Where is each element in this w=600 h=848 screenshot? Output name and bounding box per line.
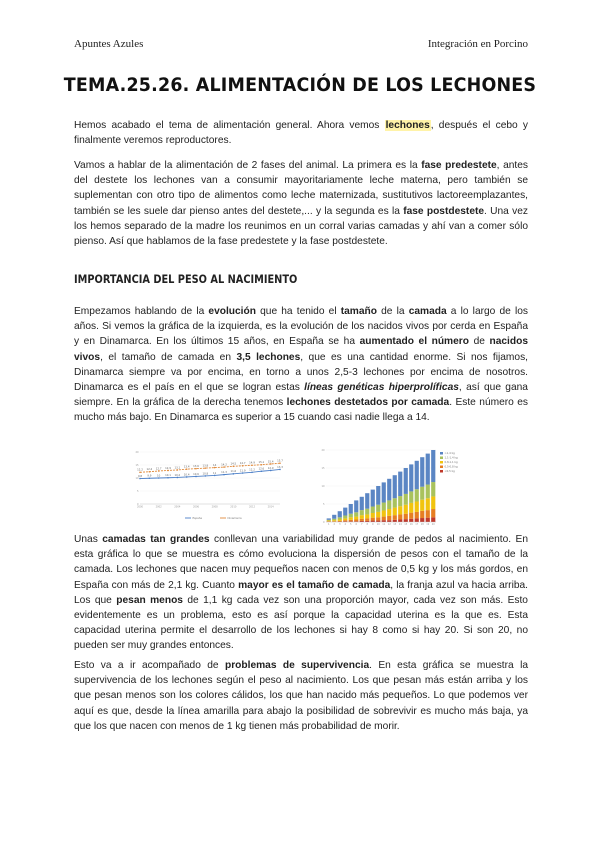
header-right-text: Integración en Porcino	[427, 38, 528, 50]
text-run: , después el cebo y finalmente veremos reproductores.	[74, 120, 528, 147]
chart-destetados	[318, 446, 468, 528]
x-tick-label: 14	[398, 523, 402, 527]
data-point	[177, 469, 179, 471]
y-tick-label: 20	[135, 450, 139, 454]
bold-term: aumentado el número	[359, 336, 469, 348]
data-point	[223, 474, 225, 476]
x-tick-label: 15	[404, 523, 408, 527]
x-tick-label: 19	[426, 523, 430, 527]
bar-segment	[420, 511, 424, 518]
legend-label: 0,5-0,8 kg	[444, 465, 458, 469]
data-point	[270, 463, 272, 465]
bar-segment	[431, 496, 435, 509]
bar-segment	[398, 496, 402, 506]
bar-segment	[382, 503, 386, 511]
x-tick-label: 2002	[155, 505, 162, 509]
legend-label: >1,4 kg	[444, 452, 455, 455]
data-label: 15.7	[277, 459, 283, 463]
data-point	[214, 467, 216, 469]
x-tick-label: 20	[431, 523, 435, 527]
data-label: 14.7	[239, 462, 246, 466]
legend-swatch	[440, 470, 443, 473]
data-point	[158, 477, 160, 479]
bar-segment	[393, 520, 397, 522]
x-tick-label: 16	[409, 523, 413, 527]
x-tick-label: 12	[387, 523, 391, 527]
text-run: Empezamos hablando de la	[74, 306, 209, 317]
bar-segment	[409, 503, 413, 513]
data-point	[186, 476, 188, 478]
data-label: 11.9	[239, 469, 246, 473]
data-label: 10.6	[193, 472, 199, 476]
bold-term: mayor es el tamaño de camada	[238, 579, 391, 591]
bar-segment	[338, 521, 342, 522]
x-tick-label: 8	[366, 523, 369, 527]
bar-segment	[365, 509, 369, 515]
data-point	[139, 471, 141, 473]
bar-segment	[376, 486, 380, 505]
bar-segment	[332, 515, 336, 519]
x-tick-label: 2004	[174, 505, 181, 509]
data-label: 13.6	[193, 465, 199, 469]
bar-segment	[365, 518, 369, 521]
data-point	[139, 478, 141, 480]
bar-segment	[354, 517, 358, 520]
bar-segment	[431, 482, 435, 496]
data-label: 12.6	[258, 467, 265, 471]
text-run: , así que gana siempre. En la gráfica de la derecha tenemos	[74, 382, 528, 409]
bar-segment	[338, 519, 342, 520]
data-label: 12.7	[155, 467, 162, 471]
bar-segment	[354, 512, 358, 516]
bar-segment	[371, 521, 375, 522]
bar-segment	[415, 512, 419, 518]
data-label: 10	[157, 474, 161, 478]
bar-segment	[404, 514, 408, 519]
bar-segment	[387, 500, 391, 509]
page-title: TEMA.25.26. ALIMENTACIÓN DE LOS LECHONES	[63, 74, 537, 96]
bold-term: camadas tan grandes	[102, 534, 210, 545]
data-point	[195, 468, 197, 470]
bar-segment	[398, 506, 402, 514]
bar-segment	[398, 519, 402, 522]
data-point	[251, 471, 253, 473]
bar-segment	[431, 517, 435, 522]
legend-swatch	[440, 461, 443, 464]
text-run: de	[468, 336, 490, 348]
x-tick-label: 2	[333, 523, 336, 527]
bold-term: lechones destetados por camada	[286, 397, 450, 409]
data-point	[261, 464, 263, 466]
bold-term: nacidos vivos	[74, 336, 528, 363]
y-tick-label: 0	[136, 502, 139, 506]
text-run: . Una vez los hemos separado de la madre los reunimos en un corral varias camadas y ahí van a comer sólo pienso. Así que hablamos de la fase predestete y la fase postdestete.	[74, 205, 528, 248]
bar-segment	[338, 511, 342, 517]
bold-term: tamaño	[340, 306, 377, 317]
data-label: 12.2	[137, 468, 143, 472]
y-tick-label: 15	[321, 466, 325, 470]
bar-segment	[365, 514, 369, 518]
data-label: 13.3	[277, 465, 283, 469]
bar-segment	[360, 497, 364, 510]
data-point	[149, 471, 151, 473]
text-run: de la	[376, 306, 409, 317]
x-tick-label: 9	[371, 523, 374, 527]
x-tick-label: 7	[360, 523, 363, 527]
x-tick-label: 2012	[248, 505, 256, 509]
highlight-lechones	[385, 120, 431, 131]
bar-segment	[387, 479, 391, 501]
x-tick-label: 18	[420, 523, 424, 527]
data-point	[167, 470, 169, 472]
bar-segment	[338, 517, 342, 519]
legend-label: Dinamarca	[227, 517, 242, 520]
legend-swatch	[440, 457, 443, 460]
data-label: 15.1	[258, 461, 265, 465]
text-run: Unas	[74, 534, 103, 545]
bold-term: evolución	[208, 306, 256, 317]
bar-segment	[409, 513, 413, 519]
text-run: . En esta gráfica se muestra la supervivencia de los lechones según el peso al nacimiento. Los que pesan más están arriba y los que pesan menos son los colores cálidos, los que han nacido más pequeños. Lo que podemos ver aquí es que, desde la línea amarilla para abajo la posibilidad de sobrevivir es mucho más baja, ya que los que nacen con menos de 1 kg tienen más probabilidad de morir.	[74, 660, 528, 732]
data-point	[158, 470, 160, 472]
y-tick-label: 20	[321, 448, 325, 452]
bar-segment	[409, 464, 413, 491]
data-label: 12.4	[146, 468, 153, 472]
data-label: 12.9	[267, 466, 274, 470]
text-run: que ha tenido el	[255, 306, 341, 317]
charts-row	[130, 446, 470, 528]
bar-segment	[415, 518, 419, 522]
text-run: Hemos acabado el tema de alimentación general. Ahora vemos	[74, 120, 385, 131]
text-run: Vamos a hablar de la alimentación de 2 fases del animal. La primera es la	[74, 160, 422, 171]
data-label: 10.1	[165, 474, 171, 478]
bar-segment	[415, 501, 419, 511]
bar-segment	[376, 512, 380, 517]
legend-label: España	[192, 517, 202, 520]
bar-segment	[420, 500, 424, 511]
data-label: 9.9	[147, 474, 152, 478]
paragraph-camadas	[74, 532, 528, 654]
y-tick-label: 0	[322, 520, 325, 524]
legend-swatch	[440, 452, 443, 455]
paragraph-intro	[74, 118, 528, 148]
bold-term: fase postdestete	[403, 205, 485, 217]
data-point	[214, 475, 216, 477]
bar-segment	[371, 513, 375, 518]
bar-segment	[387, 509, 391, 516]
data-label: 11	[213, 471, 217, 475]
bar-segment	[398, 514, 402, 519]
data-point	[149, 477, 151, 479]
bold-italic-term: líneas genéticas hiperprolíficas	[304, 382, 459, 394]
data-label: 12.9	[165, 466, 171, 470]
bar-segment	[404, 468, 408, 494]
legend-label: <0,5 kg	[444, 470, 455, 473]
x-tick-label: 17	[415, 523, 419, 527]
data-point	[279, 462, 281, 464]
text-run: , el tamaño de camada en	[100, 351, 237, 363]
legend-swatch	[440, 466, 443, 469]
bar-segment	[420, 518, 424, 522]
x-tick-label: 2006	[192, 505, 200, 509]
text-run: . Este número es mucho más bajo. En Dinamarca es superior a 15 cuando casi nadie llega a 14.	[74, 397, 529, 424]
bar-segment	[431, 450, 435, 482]
bold-term: lechones	[385, 120, 430, 131]
x-tick-label: 2008	[211, 505, 218, 509]
bar-segment	[387, 516, 391, 520]
bar-segment	[360, 519, 364, 521]
bar-segment	[327, 521, 331, 522]
data-point	[205, 467, 207, 469]
bar-segment	[393, 475, 397, 498]
data-point	[177, 477, 179, 479]
bar-segment	[349, 520, 353, 521]
bar-segment	[409, 491, 413, 503]
bar-segment	[398, 472, 402, 496]
bar-segment	[426, 498, 430, 510]
y-tick-label: 10	[135, 476, 139, 480]
bar-segment	[354, 500, 358, 512]
text-run: a lo largo de los años. Si vemos la gráfica de la izquierda, es la evolución de los nacidos vivos por cerda en España y en Dinamarca. En los últimos 15 años, en España se ha	[74, 306, 528, 348]
data-label: 12.2	[249, 468, 255, 472]
header-left-text: Apuntes Azules	[74, 38, 144, 50]
x-tick-label: 11	[382, 523, 386, 527]
bar-segment	[349, 517, 353, 520]
bar-segment	[382, 520, 386, 522]
bar-segment	[349, 504, 353, 514]
bar-segment	[426, 518, 430, 522]
x-tick-label: 6	[355, 523, 358, 527]
bar-segment	[349, 514, 353, 518]
bar-segment	[360, 515, 364, 519]
bar-segment	[393, 508, 397, 516]
x-tick-label: 5	[349, 523, 352, 527]
paragraph-supervivencia	[74, 658, 528, 734]
bar-segment	[371, 507, 375, 513]
text-run: , la franja azul va hacia arriba. Los que	[74, 579, 528, 606]
data-point	[195, 476, 197, 478]
data-point	[233, 466, 235, 468]
bar-segment	[420, 457, 424, 487]
x-tick-label: 3	[338, 523, 341, 527]
section-heading: IMPORTANCIA DEL PESO AL NACIMIENTO	[74, 272, 298, 286]
data-label: 14.5	[230, 462, 237, 466]
data-point	[251, 464, 253, 466]
text-run: conllevan una variabilidad muy grande de pedos al nacimiento. En esta gráfica lo que se muestra es cómo evoluciona la dispersión de pesos con el tamaño de la camada. Los lechones que nacen muy pequeños nacen con menos de 0,5 kg y los más gordos, en España con más de 2,1 kg. Cuanto	[74, 534, 529, 591]
data-label: 14.9	[249, 461, 255, 465]
data-point	[261, 470, 263, 472]
x-tick-label: 1	[327, 523, 330, 527]
text-run: , antes del destete los lechones van a consumir mayoritariamente leche materna, pero también se suplementan con otro tipo de alimentos como leche maternizada, sustitutivos lactoreemplazantes, también se les suele dar pienso antes del destete,... y la segunda es la	[74, 160, 528, 217]
legend-label: 1,1-1,4 kg	[444, 456, 458, 460]
data-point	[205, 475, 207, 477]
data-label: 15.4	[267, 460, 274, 464]
bar-segment	[354, 519, 358, 521]
bar-segment	[343, 520, 347, 521]
bar-segment	[409, 519, 413, 522]
bar-segment	[343, 516, 347, 519]
legend-label: 0,8-1,1 kg	[444, 461, 458, 464]
chart-nacidos-vivos	[130, 446, 290, 528]
bar-segment	[365, 493, 369, 508]
data-label: 14.2	[221, 463, 227, 467]
text-run: de 1,1 kg cada vez son una proporción mayor, cada vez son más. Esto evidentemente es un problema, esto es así porque la capacidad uterina es la que es. Esta capacidad uterina permite el desarrollo de los lechones si hay 8 como si hay 20. Si son 20, no pueden ser muy grandes entonces.	[74, 594, 528, 652]
bold-term: fase predestete	[421, 160, 497, 171]
bar-segment	[376, 505, 380, 512]
bar-segment	[426, 485, 430, 499]
data-label: 10.4	[183, 473, 190, 477]
bold-term: pesan menos	[116, 594, 183, 606]
bar-segment	[404, 494, 408, 505]
bar-segment	[332, 520, 336, 521]
bar-segment	[426, 454, 430, 485]
bar-segment	[371, 518, 375, 521]
bar-segment	[332, 519, 336, 520]
data-point	[242, 472, 244, 474]
y-tick-label: 5	[322, 502, 325, 506]
bar-segment	[371, 490, 375, 507]
data-point	[279, 469, 281, 471]
bar-segment	[420, 487, 424, 500]
text-run: Esto va a ir acompañado de	[74, 660, 225, 671]
bar-segment	[387, 520, 391, 522]
text-run: , que es una cantidad enorme. Si nos fijamos, Dinamarca siempre va por encima, en torno a unos 2,5-3 lechones por encima de nosotros. Dinamarca es el país en el que se logran estas	[74, 351, 528, 394]
x-tick-label: 2000	[136, 505, 144, 509]
bar-segment	[426, 510, 430, 518]
bold-term: camada	[408, 306, 447, 317]
bold-term: 3,5 lechones	[236, 351, 301, 363]
bar-segment	[360, 510, 364, 515]
data-point	[223, 466, 225, 468]
x-tick-label: 10	[376, 523, 380, 527]
x-tick-label: 13	[393, 523, 397, 527]
y-tick-label: 5	[136, 489, 139, 493]
data-label: 9.8	[137, 474, 143, 478]
data-label: 11.3	[221, 471, 227, 475]
y-tick-label: 15	[135, 463, 139, 467]
page-header	[74, 38, 528, 52]
bar-segment	[343, 518, 347, 520]
bar-segment	[393, 515, 397, 520]
x-tick-label: 4	[344, 523, 347, 527]
y-tick-label: 10	[321, 484, 325, 488]
bar-segment	[415, 461, 419, 489]
data-point	[233, 473, 235, 475]
x-tick-label: 2014	[267, 505, 274, 509]
x-tick-label: 2010	[230, 505, 237, 509]
data-point	[167, 477, 169, 479]
bar-segment	[431, 509, 435, 517]
data-label: 10.8	[202, 472, 209, 476]
bar-segment	[404, 519, 408, 522]
bar-segment	[343, 508, 347, 516]
bar-segment	[382, 517, 386, 521]
bar-segment	[393, 498, 397, 507]
paragraph-evolucion	[74, 304, 528, 426]
data-label: 13.8	[202, 464, 209, 468]
data-point	[270, 470, 272, 472]
data-point	[242, 465, 244, 467]
bold-term: problemas de supervivencia	[224, 660, 370, 671]
bar-segment	[382, 482, 386, 502]
data-label: 13.4	[183, 465, 190, 469]
data-label: 11.6	[230, 470, 237, 474]
bar-segment	[376, 517, 380, 520]
paragraph-fases	[74, 158, 528, 249]
bar-segment	[327, 520, 331, 521]
bar-segment	[404, 505, 408, 514]
bar-segment	[415, 489, 419, 501]
data-label: 10.2	[174, 473, 181, 477]
data-point	[186, 468, 188, 470]
bar-segment	[382, 510, 386, 516]
data-label: 13.1	[174, 466, 181, 470]
data-label: 14	[213, 464, 217, 467]
bar-segment	[376, 521, 380, 522]
bar-segment	[327, 518, 331, 519]
